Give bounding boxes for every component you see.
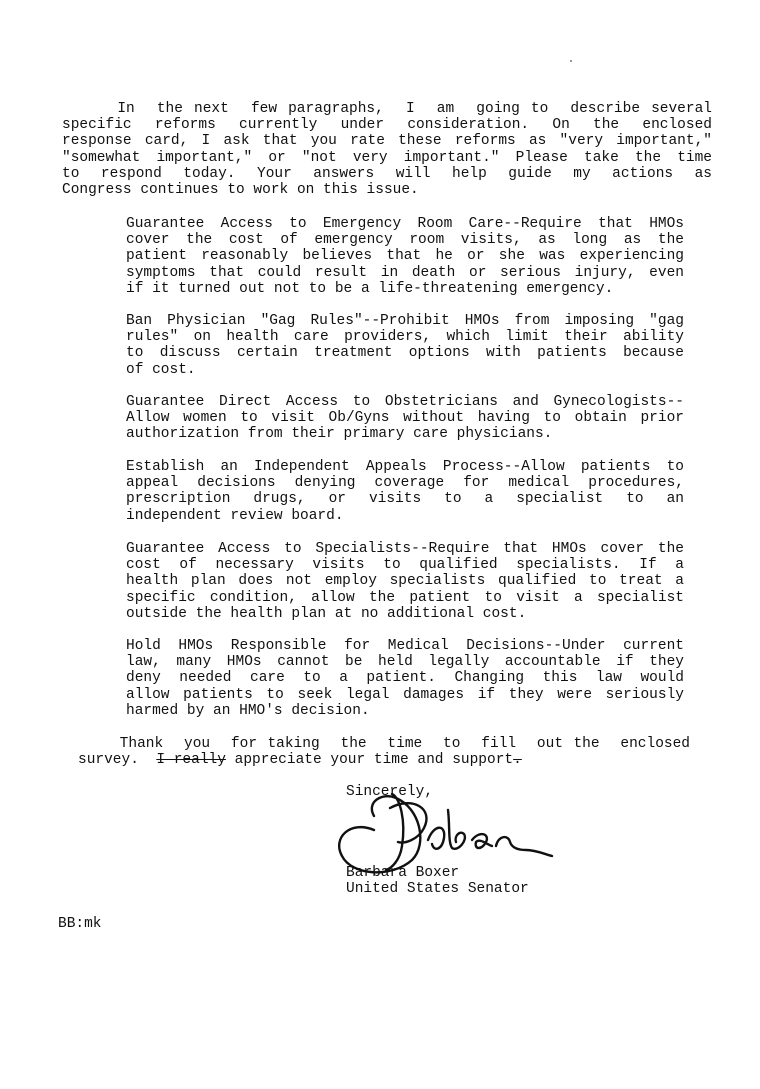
intro-line: In the next few paragraphs, I am going to describe several	[62, 101, 712, 117]
thanks-line: Thank you for taking the time to fill out the enclosed	[78, 736, 690, 752]
reform-line: specific condition, allow the patient to visit a specialist	[126, 589, 684, 606]
reform-line: cost of necessary visits to qualified specialists. If a	[126, 557, 684, 574]
reform-line: Ban Physician "Gag Rules"--Prohibit HMOs from imposing "gag	[126, 313, 684, 329]
reform-line: prescription drugs, or visits to a specialist to an	[126, 491, 684, 508]
intro-paragraph	[62, 101, 712, 198]
reform-line: Guarantee Access to Specialists--Require that HMOs cover the	[126, 541, 684, 557]
thanks-line	[78, 752, 690, 768]
closing-salutation: Sincerely,	[346, 784, 434, 800]
reform-emergency-room	[126, 216, 684, 297]
reform-specialists-access	[126, 541, 684, 622]
reform-line: Allow women to visit Ob/Gyns without having to obtain prior	[126, 410, 684, 427]
reform-line: symptoms that could result in death or serious injury, even	[126, 264, 684, 281]
reform-line: Hold HMOs Responsible for Medical Decisions--Under current	[126, 638, 684, 654]
thanks-paragraph	[78, 736, 690, 768]
reform-obgyn-access	[126, 394, 684, 443]
struck-period: .	[513, 752, 522, 769]
signer-name: Barbara Boxer	[346, 865, 460, 881]
reform-line: cover the cost of emergency room visits, as long as the	[126, 232, 684, 249]
reform-appeals-process	[126, 459, 684, 524]
reform-line: to discuss certain treatment options with patients because	[126, 345, 684, 362]
reform-line: harmed by an HMO's decision.	[126, 702, 370, 719]
reform-line: law, many HMOs cannot be held legally accountable if they	[126, 654, 684, 671]
intro-line: specific reforms currently under consideration. On the enclosed	[62, 117, 712, 134]
reform-line: Guarantee Direct Access to Obstetricians and Gynecologists--	[126, 394, 684, 410]
intro-line: response card, I ask that you rate these reforms as "very important,"	[62, 133, 712, 150]
thanks-text: appreciate your time and support	[225, 752, 514, 769]
intro-line: Congress continues to work on this issue.	[62, 182, 419, 199]
typist-initials: BB:mk	[58, 916, 102, 932]
reform-line: Guarantee Access to Emergency Room Care--Require that HMOs	[126, 216, 684, 232]
intro-line: to respond today. Your answers will help guide my actions as	[62, 165, 712, 182]
reform-line: health plan does not employ specialists qualified to treat a	[126, 573, 684, 590]
reform-line: Establish an Independent Appeals Process--Allow patients to	[126, 459, 684, 475]
reform-line: patient reasonably believes that he or she was experiencing	[126, 248, 684, 265]
reform-gag-rules	[126, 313, 684, 378]
reform-line: independent review board.	[126, 507, 344, 524]
reform-line: authorization from their primary care physicians.	[126, 426, 553, 443]
intro-line: "somewhat important," or "not very important." Please take the time	[62, 149, 712, 166]
signer-title: United States Senator	[346, 881, 529, 897]
reform-line: deny needed care to a patient. Changing this law would	[126, 670, 684, 687]
reform-line: allow patients to seek legal damages if they were seriously	[126, 686, 684, 703]
scan-speck	[570, 60, 572, 62]
reform-line: outside the health plan at no additional cost.	[126, 605, 527, 622]
reform-line: rules" on health care providers, which limit their ability	[126, 329, 684, 346]
struck-text: I really	[156, 752, 226, 769]
reform-line: appeal decisions denying coverage for medical procedures,	[126, 475, 684, 492]
reform-hmo-responsibility	[126, 638, 684, 719]
thanks-text: survey.	[78, 752, 157, 769]
reform-line: of cost.	[126, 361, 196, 378]
reform-line: if it turned out not to be a life-threatening emergency.	[126, 280, 614, 297]
